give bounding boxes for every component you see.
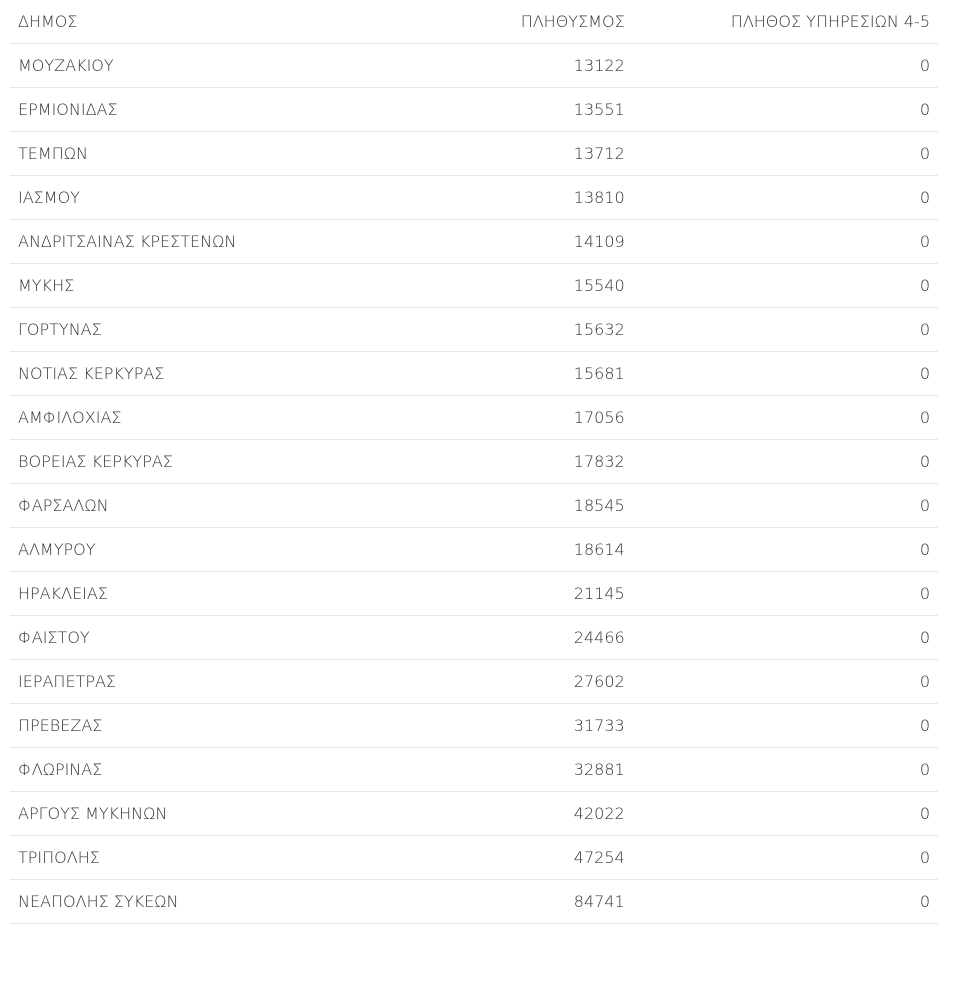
cell-services-count: 0 bbox=[919, 232, 931, 251]
cell-municipality: ΗΡΑΚΛΕΙΑΣ bbox=[18, 584, 108, 603]
cell-population: 42022 bbox=[573, 804, 625, 823]
table-row bbox=[10, 660, 938, 704]
cell-services-count: 0 bbox=[919, 892, 931, 911]
cell-population: 13712 bbox=[573, 144, 625, 163]
cell-municipality: ΝΟΤΙΑΣ ΚΕΡΚΥΡΑΣ bbox=[18, 364, 165, 383]
table-body bbox=[10, 44, 938, 924]
cell-population: 18614 bbox=[573, 540, 625, 559]
cell-services-count: 0 bbox=[919, 320, 931, 339]
table-row bbox=[10, 132, 938, 176]
table-row bbox=[10, 352, 938, 396]
cell-municipality: ΓΟΡΤΥΝΑΣ bbox=[18, 320, 102, 339]
cell-population: 47254 bbox=[573, 848, 625, 867]
cell-services-count: 0 bbox=[919, 56, 931, 75]
table-row bbox=[10, 264, 938, 308]
cell-population: 18545 bbox=[573, 496, 625, 515]
municipality-table bbox=[10, 0, 938, 924]
cell-municipality: ΑΛΜΥΡΟΥ bbox=[18, 540, 96, 559]
cell-municipality: ΤΡΙΠΟΛΗΣ bbox=[18, 848, 100, 867]
cell-municipality: ΤΕΜΠΩΝ bbox=[18, 144, 88, 163]
table-row bbox=[10, 836, 938, 880]
cell-services-count: 0 bbox=[919, 584, 931, 603]
table-header-row bbox=[10, 0, 938, 44]
column-header-municipality[interactable]: ΔΗΜΟΣ bbox=[18, 12, 78, 31]
cell-municipality: ΦΛΩΡΙΝΑΣ bbox=[18, 760, 103, 779]
cell-population: 17832 bbox=[573, 452, 625, 471]
cell-municipality: ΑΝΔΡΙΤΣΑΙΝΑΣ ΚΡΕΣΤΕΝΩΝ bbox=[18, 232, 237, 251]
cell-municipality: ΙΕΡΑΠΕΤΡΑΣ bbox=[18, 672, 117, 691]
table-row bbox=[10, 440, 938, 484]
cell-services-count: 0 bbox=[919, 496, 931, 515]
cell-population: 32881 bbox=[573, 760, 625, 779]
column-header-services-count[interactable]: ΠΛΗΘΟΣ ΥΠΗΡΕΣΙΩΝ 4-5 bbox=[730, 12, 931, 31]
table-row bbox=[10, 880, 938, 924]
table-row bbox=[10, 88, 938, 132]
cell-services-count: 0 bbox=[919, 276, 931, 295]
cell-population: 17056 bbox=[573, 408, 625, 427]
cell-population: 13551 bbox=[573, 100, 625, 119]
cell-population: 13122 bbox=[573, 56, 625, 75]
cell-population: 27602 bbox=[573, 672, 625, 691]
table-row bbox=[10, 176, 938, 220]
cell-population: 14109 bbox=[573, 232, 625, 251]
cell-municipality: ΠΡΕΒΕΖΑΣ bbox=[18, 716, 103, 735]
table-row bbox=[10, 44, 938, 88]
table-row bbox=[10, 616, 938, 660]
cell-services-count: 0 bbox=[919, 848, 931, 867]
cell-municipality: ΑΡΓΟΥΣ ΜΥΚΗΝΩΝ bbox=[18, 804, 168, 823]
cell-services-count: 0 bbox=[919, 452, 931, 471]
cell-population: 24466 bbox=[573, 628, 625, 647]
table-row bbox=[10, 572, 938, 616]
cell-municipality: ΒΟΡΕΙΑΣ ΚΕΡΚΥΡΑΣ bbox=[18, 452, 173, 471]
cell-services-count: 0 bbox=[919, 188, 931, 207]
table-row bbox=[10, 704, 938, 748]
cell-services-count: 0 bbox=[919, 364, 931, 383]
cell-services-count: 0 bbox=[919, 628, 931, 647]
table-row bbox=[10, 396, 938, 440]
cell-population: 15540 bbox=[573, 276, 625, 295]
cell-municipality: ΑΜΦΙΛΟΧΙΑΣ bbox=[18, 408, 122, 427]
cell-services-count: 0 bbox=[919, 100, 931, 119]
cell-municipality: ΦΑΡΣΑΛΩΝ bbox=[18, 496, 109, 515]
cell-population: 21145 bbox=[573, 584, 625, 603]
cell-population: 84741 bbox=[573, 892, 625, 911]
cell-services-count: 0 bbox=[919, 540, 931, 559]
table-row bbox=[10, 308, 938, 352]
cell-population: 13810 bbox=[573, 188, 625, 207]
cell-municipality: ΜΟΥΖΑΚΙΟΥ bbox=[18, 56, 114, 75]
cell-services-count: 0 bbox=[919, 760, 931, 779]
table-row bbox=[10, 528, 938, 572]
cell-municipality: ΜΥΚΗΣ bbox=[18, 276, 75, 295]
cell-services-count: 0 bbox=[919, 804, 931, 823]
cell-population: 31733 bbox=[573, 716, 625, 735]
table-row bbox=[10, 220, 938, 264]
cell-services-count: 0 bbox=[919, 408, 931, 427]
cell-services-count: 0 bbox=[919, 716, 931, 735]
cell-municipality: ΙΑΣΜΟΥ bbox=[18, 188, 80, 207]
cell-services-count: 0 bbox=[919, 672, 931, 691]
cell-municipality: ΝΕΑΠΟΛΗΣ ΣΥΚΕΩΝ bbox=[18, 892, 179, 911]
table-row bbox=[10, 792, 938, 836]
cell-population: 15632 bbox=[573, 320, 625, 339]
cell-services-count: 0 bbox=[919, 144, 931, 163]
cell-population: 15681 bbox=[573, 364, 625, 383]
table-row bbox=[10, 484, 938, 528]
table-row bbox=[10, 748, 938, 792]
cell-municipality: ΦΑΙΣΤΟΥ bbox=[18, 628, 90, 647]
column-header-population[interactable]: ΠΛΗΘΥΣΜΟΣ bbox=[520, 12, 625, 31]
cell-municipality: ΕΡΜΙΟΝΙΔΑΣ bbox=[18, 100, 118, 119]
